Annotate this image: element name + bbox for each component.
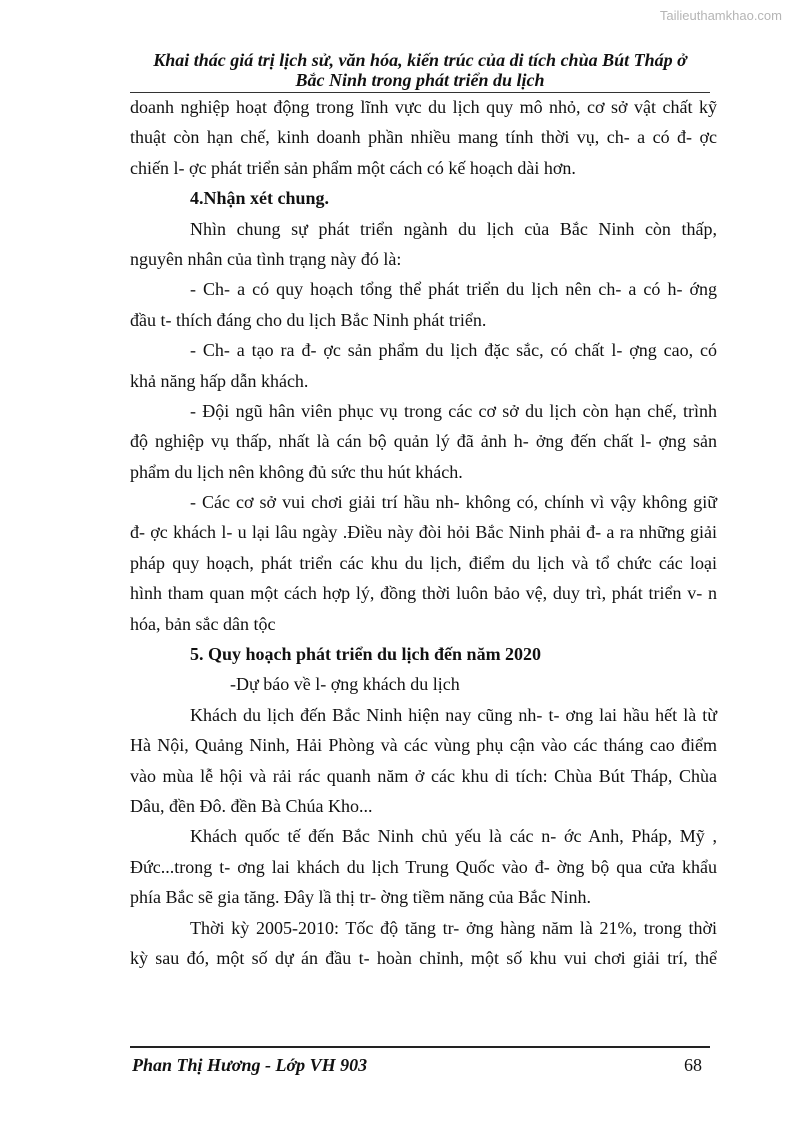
text-line: phía Bắc sẽ gia tăng. Đây lầ thị tr- ờng tiềm năng của Bắc Ninh.: [130, 887, 592, 908]
text-line: khả năng hấp dẫn khách.: [130, 370, 309, 391]
text-line: pháp quy hoạch, phát triển các khu du lịch, điểm du lịch và tổ chức các loại: [130, 552, 717, 573]
text-line: Hà Nội, Quảng Ninh, Hải Phòng và các vùng phụ cận vào các tháng cao điểm: [130, 735, 717, 756]
text-line: nguyên nhân của tình trạng này đó là:: [130, 248, 402, 269]
text-line: - Ch- a có quy hoạch tổng thể phát triển du lịch nên ch- a có h- ớng: [190, 279, 717, 300]
text-line: Dâu, đền Đô. đền Bà Chúa Kho...: [130, 795, 373, 816]
header-line-1: Khai thác giá trị lịch sử, văn hóa, kiến trúc của di tích chùa Bút Tháp ở: [153, 50, 687, 70]
text-line: kỳ sau đó, một số dự án đầu t- hoàn chỉnh, một số khu vui chơi giải trí, thể: [130, 947, 717, 968]
text-line: Khách quốc tế đến Bắc Ninh chủ yếu là các n- ớc Anh, Pháp, Mỹ ,: [190, 826, 717, 847]
footer-author: Phan Thị Hương - Lớp VH 903: [132, 1055, 368, 1075]
text-line: Nhìn chung sự phát triển ngành du lịch của Bắc Ninh còn thấp,: [190, 218, 717, 239]
running-header: [130, 50, 710, 90]
sub-heading: -Dự báo về l- ợng khách du lịch: [230, 674, 460, 695]
document-body: [130, 92, 717, 973]
text-line: đ- ợc khách l- u lại lâu ngày .Điều này đòi hỏi Bắc Ninh phải đ- a ra những giải: [130, 522, 717, 543]
footer-rule: [130, 1046, 710, 1048]
text-line: - Ch- a tạo ra đ- ợc sản phẩm du lịch đặc sắc, có chất l- ợng cao, có: [190, 340, 717, 361]
text-line: thuật còn hạn chế, kinh doanh phần nhiều mang tính thời vụ, ch- a có đ- ợc: [130, 127, 717, 148]
text-line: - Các cơ sở vui chơi giải trí hầu nh- không có, chính vì vậy không giữ: [190, 492, 717, 513]
text-line: chiến l- ợc phát triển sản phẩm một cách có kế hoạch dài hơn.: [130, 157, 576, 178]
page-number: 68: [684, 1055, 702, 1075]
section-heading: 4.Nhận xét chung.: [190, 188, 330, 209]
watermark: Tailieuthamkhao.com: [659, 8, 782, 23]
text-line: - Đội ngũ hân viên phục vụ trong các cơ sở du lịch còn hạn chế, trình: [190, 400, 717, 421]
text-line: hình tham quan một cách hợp lý, đồng thời luôn bảo vệ, duy trì, phát triển v- n: [130, 583, 717, 604]
text-line: độ nghiệp vụ thấp, nhất là cán bộ quản lý đã ảnh h- ởng đến chất l- ợng sản: [130, 431, 717, 452]
text-line: phẩm du lịch nên không đủ sức thu hút khách.: [130, 461, 463, 482]
text-line: đầu t- thích đáng cho du lịch Bắc Ninh phát triển.: [130, 309, 487, 330]
section-heading: 5. Quy hoạch phát triển du lịch đến năm 2020: [190, 644, 542, 665]
text-line: doanh nghiệp hoạt động trong lĩnh vực du lịch quy mô nhỏ, cơ sở vật chất kỹ: [130, 97, 717, 117]
text-line: Khách du lịch đến Bắc Ninh hiện nay cũng nh- t- ơng lai hầu hết là từ: [190, 704, 717, 725]
text-line: Đức...trong t- ơng lai khách du lịch Trung Quốc vào đ- ờng bộ qua cửa khẩu: [130, 856, 717, 877]
header-line-2: Bắc Ninh trong phát triển du lịch: [295, 70, 545, 90]
text-line: vào mùa lễ hội và rải rác quanh năm ở các khu di tích: Chùa Bút Tháp, Chùa: [130, 765, 717, 786]
text-line: hóa, bản sắc dân tộc: [130, 613, 276, 634]
text-line: Thời kỳ 2005-2010: Tốc độ tăng tr- ởng hàng năm là 21%, trong thời: [190, 917, 717, 938]
